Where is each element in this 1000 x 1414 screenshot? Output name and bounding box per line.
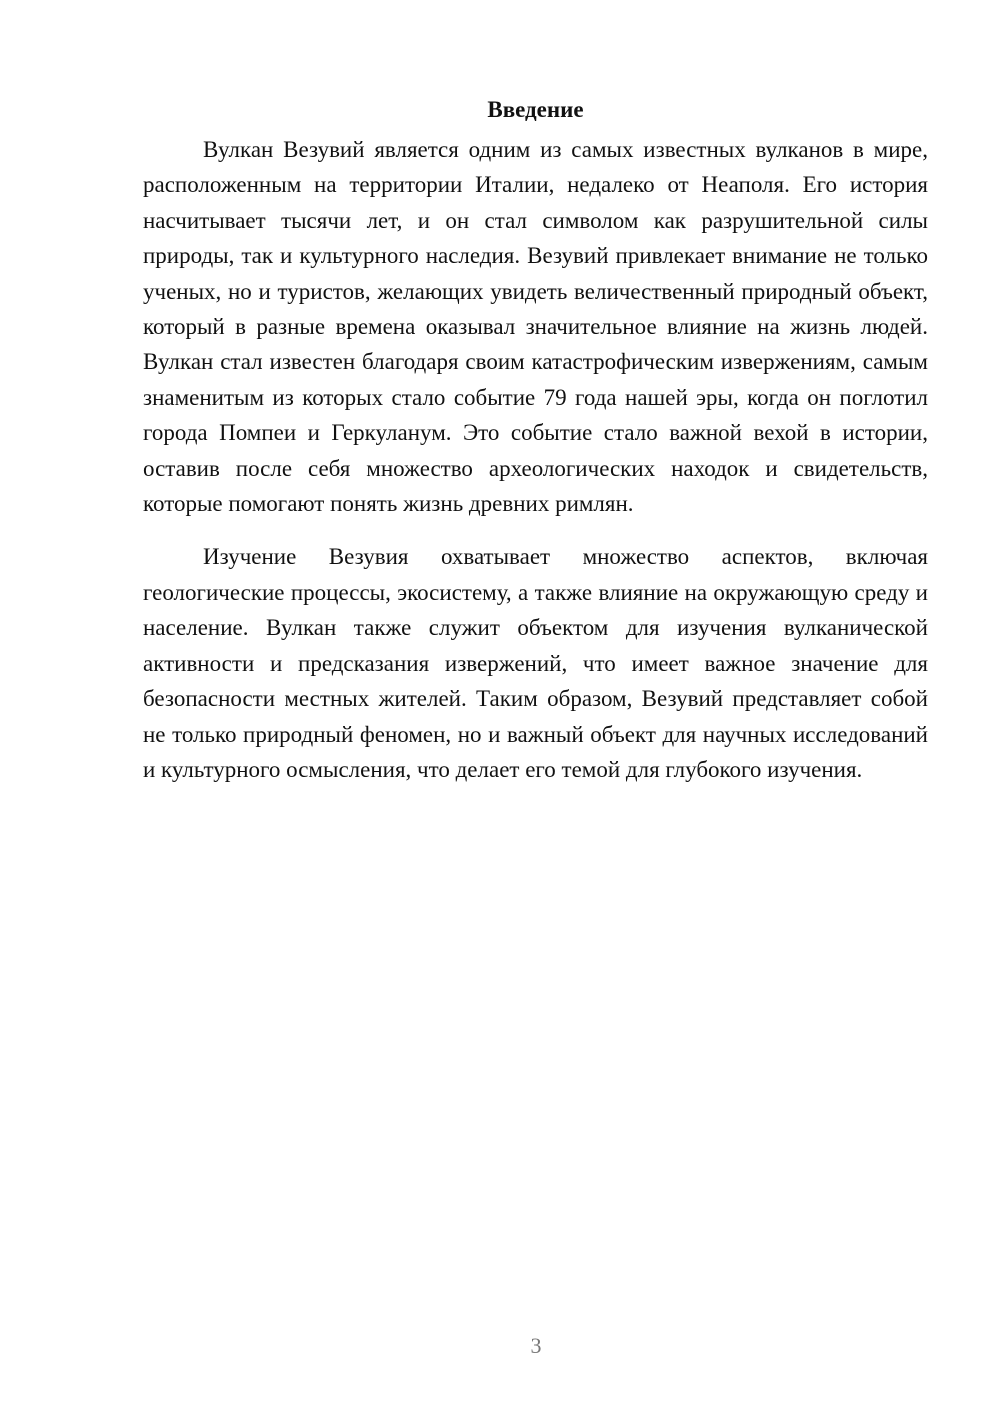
paragraph-intro: Вулкан Везувий является одним из самых известных вулканов в мире, расположенным на территории Италии, недалеко от Неаполя. Его история насчитывает тысячи лет, и он стал символом как разрушительной силы природы, так и культурного наследия. Везувий привлекает внимание не только ученых, но и туристов, желающих увидеть величественный природный объект, который в разные времена оказывал значительное влияние на жизнь людей. Вулкан стал известен благодаря своим катастрофическим извержениям, самым знаменитым из которых стало событие 79 года нашей эры, когда он поглотил города Помпеи и Геркуланум. Это событие стало важной вехой в истории, оставив после себя множество археологических находок и свидетельств, которые помогают понять жизнь древних римлян. xyxy=(143,137,928,517)
page-number: 3 xyxy=(530,1333,542,1358)
section-title: Введение xyxy=(487,97,584,122)
paragraph-study: Изучение Везувия охватывает множество аспектов, включая геологические процессы, экосистему, а также влияние на окружающую среду и население. Вулкан также служит объектом для изучения вулканической активности и предсказания извержений, что имеет важное значение для безопасности местных жителей. Таким образом, Везувий представляет собой не только природный феномен, но и важный объект для научных исследований и культурного осмысления, что делает его темой для глубокого изучения. xyxy=(143,544,928,782)
page-content xyxy=(143,92,928,787)
